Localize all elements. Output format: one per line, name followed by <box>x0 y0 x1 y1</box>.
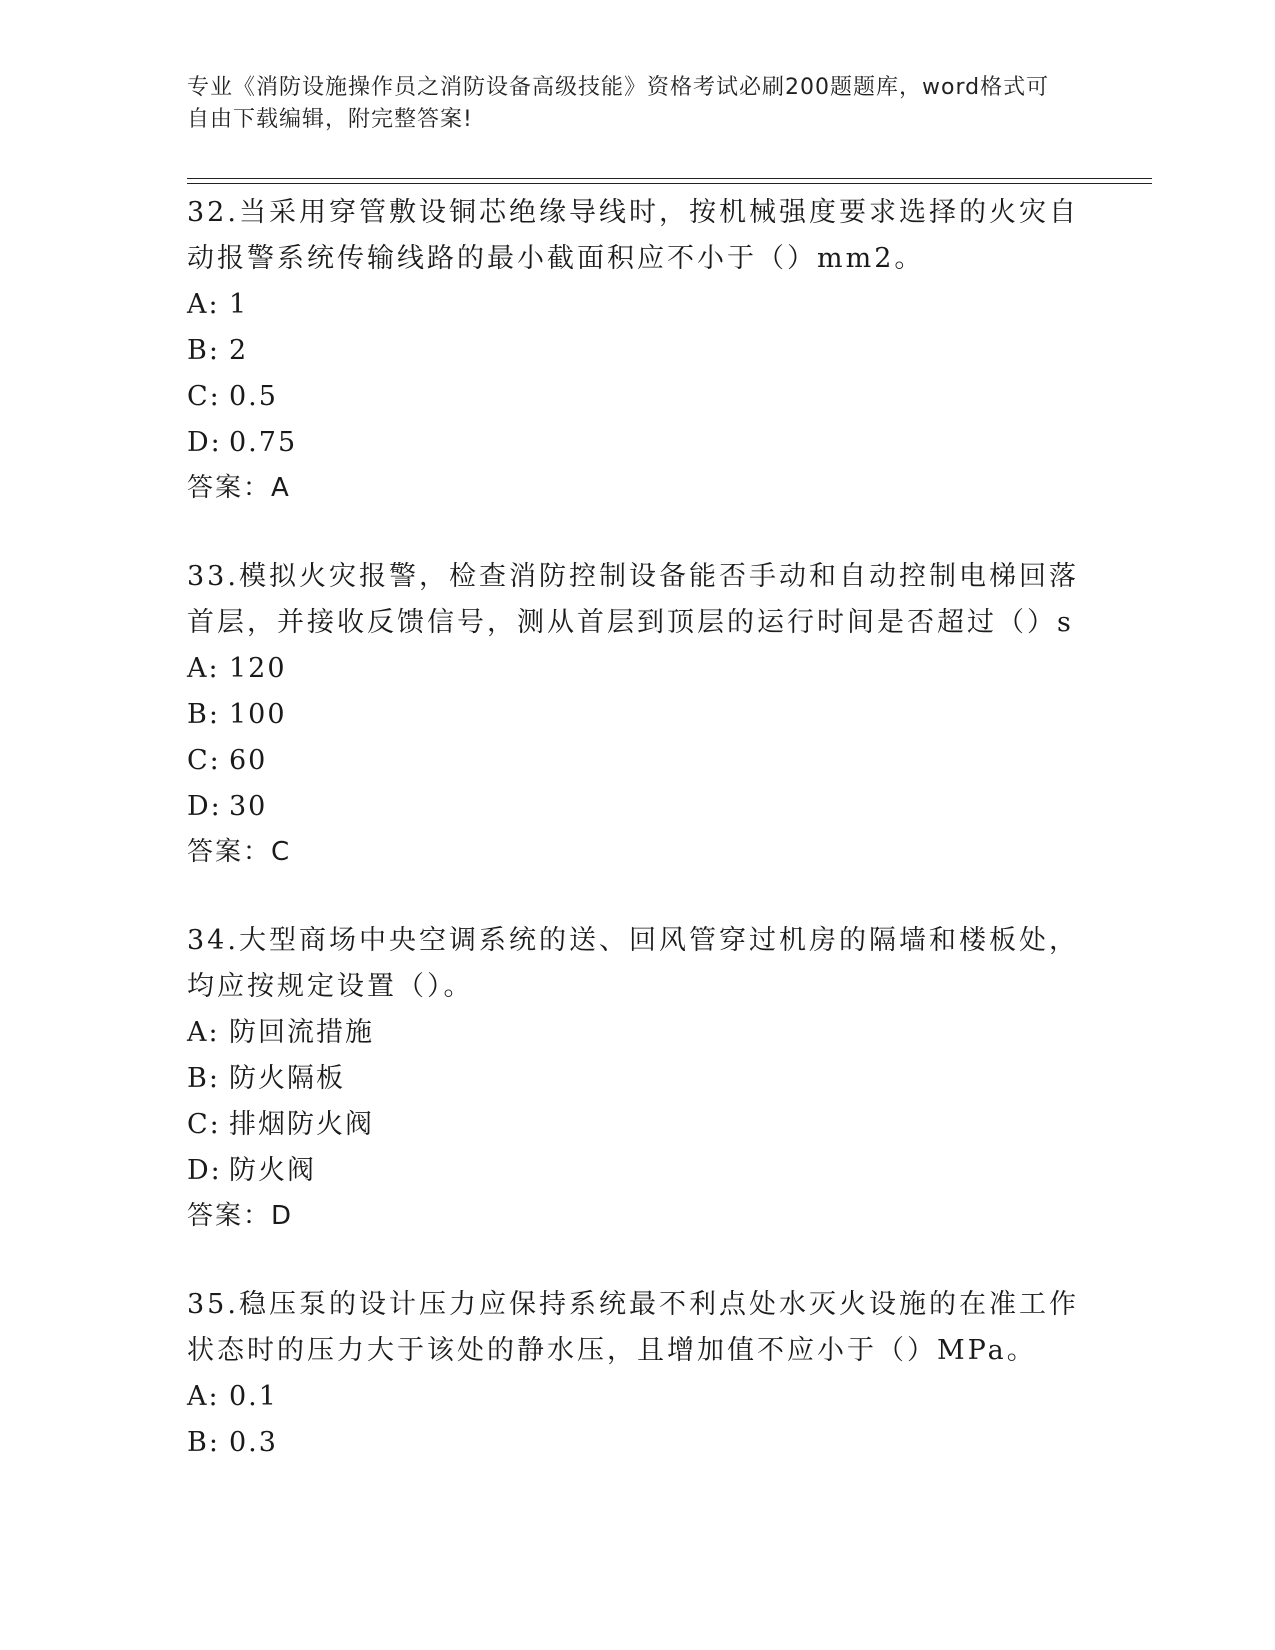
option-text: 2 <box>229 335 249 366</box>
option-letter: B: <box>187 1427 220 1458</box>
option-letter: A: <box>187 653 220 684</box>
option-b <box>187 328 1087 374</box>
option-c <box>187 1102 1087 1148</box>
option-d <box>187 784 1087 830</box>
option-a <box>187 282 1087 328</box>
header-divider-bottom <box>187 183 1152 184</box>
answer-label: 答案： <box>187 837 272 867</box>
question-stem: 35.稳压泵的设计压力应保持系统最不利点处水灭火设施的在准工作状态时的压力大于该处的静水压，且增加值不应小于（）MPa。 <box>187 1289 1079 1366</box>
option-b <box>187 692 1087 738</box>
option-c <box>187 374 1087 420</box>
option-letter: D: <box>187 1155 222 1186</box>
option-text: 0.1 <box>229 1381 278 1412</box>
answer-value: C <box>271 837 292 867</box>
header-divider-top <box>187 178 1152 179</box>
option-text: 0.75 <box>229 427 298 458</box>
option-b <box>187 1056 1087 1102</box>
option-letter: C: <box>187 745 221 776</box>
option-letter: B: <box>187 699 220 730</box>
option-text: 30 <box>229 791 268 822</box>
option-c <box>187 738 1087 784</box>
question-stem: 34.大型商场中央空调系统的送、回风管穿过机房的隔墙和楼板处，均应按规定设置（）。 <box>187 925 1079 1002</box>
option-d <box>187 420 1087 466</box>
answer-label: 答案： <box>187 1201 272 1231</box>
question-32 <box>187 190 1087 510</box>
question-stem: 32.当采用穿管敷设铜芯绝缘导线时，按机械强度要求选择的火灾自动报警系统传输线路的最小截面积应不小于（）mm2。 <box>187 197 1079 274</box>
answer-line <box>187 830 1087 874</box>
option-letter: B: <box>187 1063 220 1094</box>
option-text: 防火阀 <box>229 1155 316 1186</box>
option-text: 60 <box>229 745 268 776</box>
option-a <box>187 1374 1087 1420</box>
question-33 <box>187 554 1087 874</box>
option-d <box>187 1148 1087 1194</box>
option-text: 防火隔板 <box>229 1063 345 1094</box>
answer-line <box>187 1194 1087 1238</box>
option-text: 0.3 <box>229 1427 278 1458</box>
option-letter: D: <box>187 427 222 458</box>
option-letter: A: <box>187 289 220 320</box>
option-text: 排烟防火阀 <box>229 1109 374 1140</box>
question-35 <box>187 1282 1087 1466</box>
option-b <box>187 1420 1087 1466</box>
option-letter: D: <box>187 791 222 822</box>
option-letter: C: <box>187 1109 221 1140</box>
option-a <box>187 646 1087 692</box>
answer-label: 答案： <box>187 473 272 503</box>
option-text: 120 <box>229 653 287 684</box>
option-text: 1 <box>229 289 249 320</box>
option-text: 防回流措施 <box>229 1017 374 1048</box>
option-text: 100 <box>229 699 287 730</box>
question-34 <box>187 918 1087 1238</box>
answer-value: D <box>271 1201 294 1231</box>
option-letter: C: <box>187 381 221 412</box>
question-stem: 33.模拟火灾报警，检查消防控制设备能否手动和自动控制电梯回落首层，并接收反馈信号，测从首层到顶层的运行时间是否超过（）s <box>187 561 1079 638</box>
answer-line <box>187 466 1087 510</box>
option-letter: A: <box>187 1017 220 1048</box>
question-list <box>187 190 1087 1510</box>
option-letter: A: <box>187 1381 220 1412</box>
option-letter: B: <box>187 335 220 366</box>
answer-value: A <box>271 473 291 503</box>
option-text: 0.5 <box>229 381 278 412</box>
option-a <box>187 1010 1087 1056</box>
document-header: 专业《消防设施操作员之消防设备高级技能》资格考试必刷200题题库，word格式可自由下载编辑，附完整答案! <box>187 75 1050 132</box>
